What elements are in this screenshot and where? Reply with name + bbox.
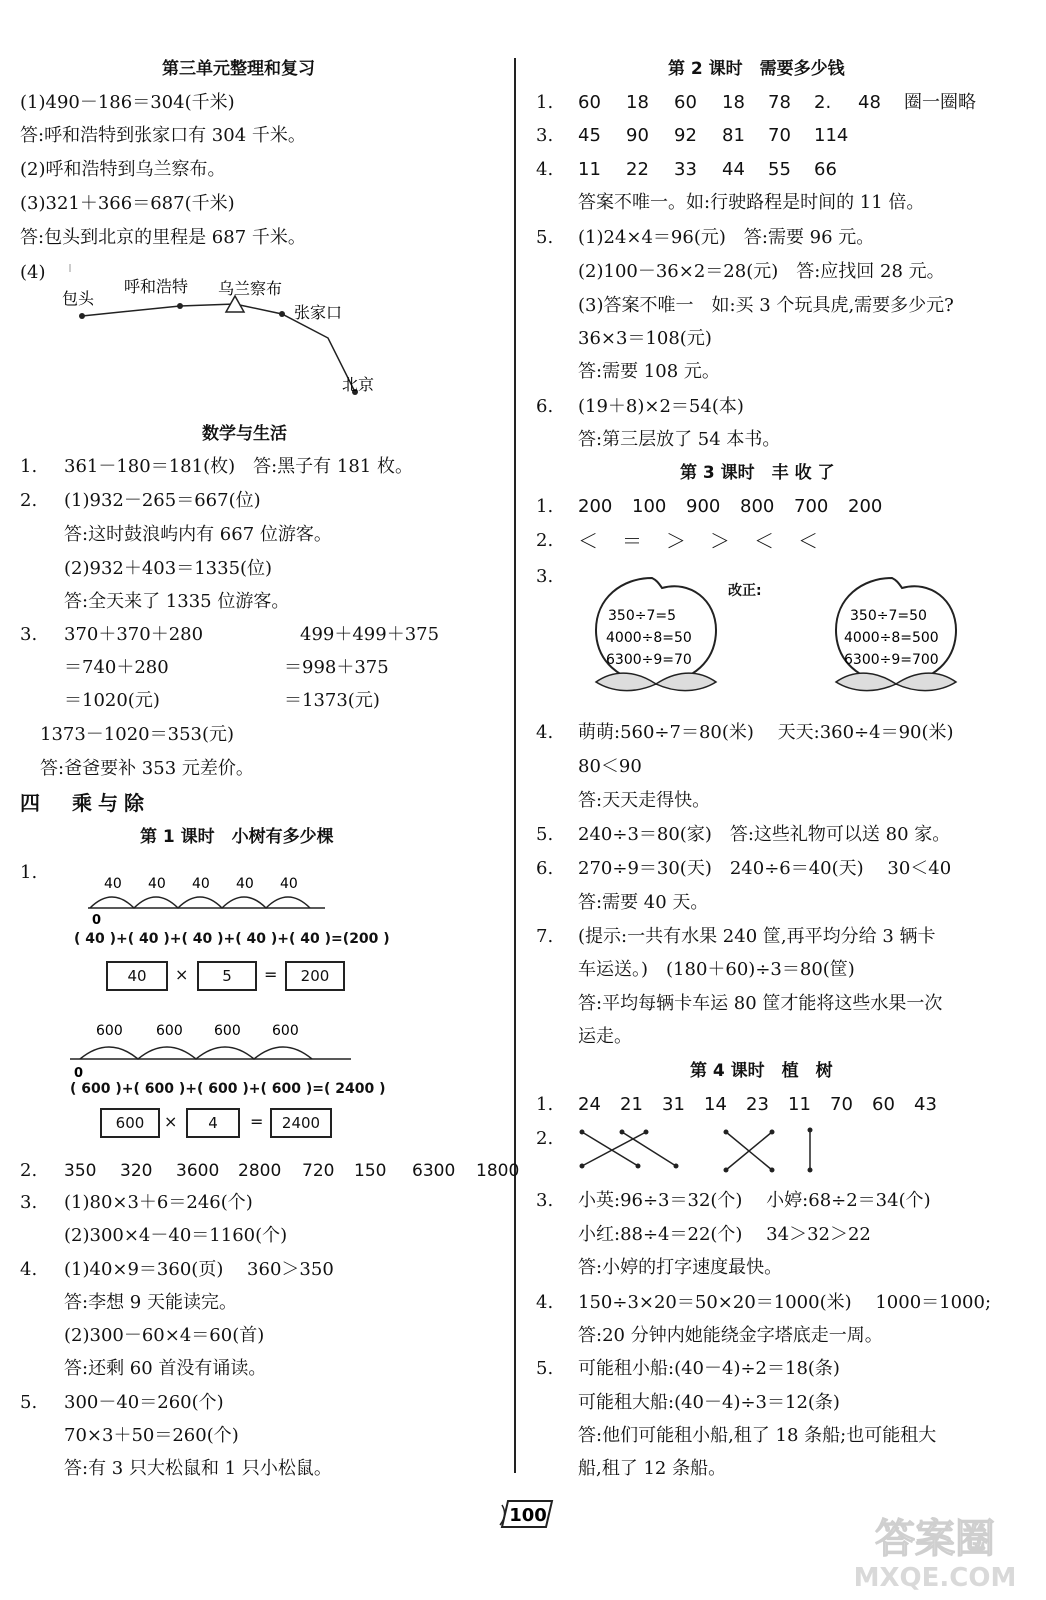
svg-text:40: 40 (236, 876, 254, 892)
svg-text:350÷7=50: 350÷7=50 (850, 608, 927, 624)
question-number: 1. (536, 496, 554, 517)
answer-line: (2)300－60×4＝60(首) (64, 1325, 265, 1346)
city-dot (79, 313, 85, 319)
answer-line: 答:20 分钟内她能绕金字塔底走一周。 (578, 1325, 883, 1346)
question-number: 1. (20, 862, 38, 883)
question-number: 4. (20, 1259, 38, 1280)
svg-text:600: 600 (272, 1023, 299, 1039)
answer-line: 答:需要 108 元。 (578, 361, 720, 382)
question-number: 4. (536, 159, 554, 180)
question-number: 2. (536, 530, 554, 551)
svg-text:6300÷9=700: 6300÷9=700 (844, 652, 939, 668)
question-number: 3. (536, 125, 554, 146)
place-label: 北京 (342, 375, 375, 394)
svg-text:40: 40 (104, 876, 122, 892)
svg-text:MXQE.COM: MXQE.COM (853, 1563, 1017, 1593)
svg-text:600: 600 (214, 1023, 241, 1039)
question-number: 3. (536, 566, 554, 587)
question-number: 2. (20, 490, 38, 511)
question-number: 3. (20, 1192, 38, 1213)
section-title-math-life: 数学与生活 (202, 424, 287, 444)
answer-box: 5 (197, 961, 257, 991)
answer-line: (3)答案不唯一 如:买 3 个玩具虎,需要多少元? (578, 295, 954, 316)
answer-values: ＜ ＝ ＞ ＞ ＜ ＜ (578, 529, 818, 553)
answer-box: 40 (106, 961, 168, 991)
lesson-title: 第 4 课时 植 树 (690, 1061, 833, 1081)
answer-line: 300－40＝260(个) (64, 1392, 224, 1413)
question-number: 4. (536, 722, 554, 743)
jump-sum-line: ( 40 )+( 40 )+( 40 )+( 40 )+( 40 )=(200 ) (74, 931, 390, 947)
answer-line: 150÷3×20＝50×20＝1000(米) 1000＝1000; (578, 1292, 992, 1313)
place-label: 乌兰察布 (218, 279, 283, 298)
calc-line: 370＋370＋280 (64, 624, 204, 645)
answer-line: (1)80×3＋6＝246(个) (64, 1192, 253, 1213)
city-dot (279, 311, 285, 317)
question-number: 5. (536, 824, 554, 845)
answer-box: 2400 (270, 1108, 332, 1138)
calc-line: ＝998＋375 (284, 657, 389, 678)
peach-corrected-illustration (822, 572, 972, 696)
svg-text:600: 600 (156, 1023, 183, 1039)
answer-box: 600 (100, 1108, 160, 1138)
answer-line: 答:小婷的打字速度最快。 (578, 1257, 783, 1278)
answer-line: 答:第三层放了 54 本书。 (578, 429, 781, 450)
page-number-badge (498, 1497, 554, 1529)
answer-line: (1)932－265＝667(位) (64, 490, 261, 511)
question-number: 2. (536, 1128, 554, 1149)
question-number: 1. (536, 92, 554, 113)
question-number: 3. (536, 1190, 554, 1211)
svg-text:40: 40 (280, 876, 298, 892)
answer-line: (提示:一共有水果 240 筐,再平均分给 3 辆卡 (578, 926, 936, 947)
place-label: 包头 (62, 289, 95, 308)
answer-line: 可能租大船:(40－4)÷3＝12(条) (578, 1392, 840, 1413)
times-sign: × (164, 1112, 178, 1131)
lesson-title: 第 2 课时 需要多少钱 (668, 59, 845, 79)
answer-line: 240÷3＝80(家) 答:这些礼物可以送 80 家。 (578, 824, 951, 845)
route-map-diagram (40, 262, 400, 402)
jump-sum-line: ( 600 )+( 600 )+( 600 )+( 600 )=( 2400 ) (70, 1081, 386, 1097)
answer-line: 小英:96÷3＝32(个) 小婷:68÷2＝34(个) (578, 1190, 931, 1211)
answer-line: 可能租小船:(40－4)÷2＝18(条) (578, 1358, 840, 1379)
question-number: 7. (536, 926, 554, 947)
answer-line: 小红:88÷4＝22(个) 34＞32＞22 (578, 1224, 871, 1245)
calc-line: ＝740＋280 (64, 657, 169, 678)
answer-line: 361－180＝181(枚) 答:黑子有 181 枚。 (64, 456, 413, 477)
answer-line: 答:呼和浩特到张家口有 304 千米。 (20, 125, 306, 146)
answer-line: 答:还剩 60 首没有诵读。 (64, 1358, 267, 1379)
answer-line: (2)932＋403＝1335(位) (64, 558, 273, 579)
section-title-unit3-review: 第三单元整理和复习 (162, 59, 315, 79)
correction-label: 改正: (728, 583, 762, 599)
answer-line: 答案不唯一。如:行驶路程是时间的 11 倍。 (578, 192, 925, 213)
city-dot (177, 303, 183, 309)
answer-line: 270÷9＝30(天) 240÷6＝40(天) 30＜40 (578, 858, 952, 879)
answer-line: 运走。 (578, 1026, 632, 1047)
answer-values: 11 22 33 44 55 66 (578, 159, 837, 180)
svg-text:40: 40 (148, 876, 166, 892)
lesson-title: 第 3 课时 丰 收 了 (680, 463, 835, 483)
svg-text:6300÷9=70: 6300÷9=70 (606, 652, 692, 668)
question-number: 2. (20, 1160, 38, 1181)
calc-line: ＝1020(元) (64, 690, 160, 711)
answer-line: 36×3＝108(元) (578, 328, 712, 349)
answer-line: 答:爸爸要补 353 元差价。 (40, 758, 254, 779)
answer-line: 船,租了 12 条船。 (578, 1458, 727, 1479)
unit-title: 四 乘与除 (20, 791, 150, 815)
question-number: 1. (536, 1094, 554, 1115)
answer-line: (2)呼和浩特到乌兰察布。 (20, 159, 226, 180)
answer-line: 答:这时鼓浪屿内有 667 位游客。 (64, 524, 332, 545)
map-label: (4) (20, 262, 46, 283)
question-number: 6. (536, 858, 554, 879)
tree-lines-diagram (576, 1124, 836, 1176)
answer-values: 24 21 31 14 23 11 70 60 43 (578, 1094, 937, 1115)
answer-values: 60 18 60 18 78 2. 48 圈一圈略 (578, 92, 976, 113)
place-label: 呼和浩特 (124, 277, 189, 296)
question-number: 5. (536, 227, 554, 248)
answer-line: (3)321＋366＝687(千米) (20, 193, 235, 214)
answer-line: 答:全天来了 1335 位游客。 (64, 591, 290, 612)
answer-line: (19＋8)×2＝54(本) (578, 396, 744, 417)
answer-line: 70×3＋50＝260(个) (64, 1425, 239, 1446)
answer-line: (1)490－186＝304(千米) (20, 92, 235, 113)
answer-line: 萌萌:560÷7＝80(米) 天天:360÷4＝90(米) (578, 722, 954, 743)
svg-text:0: 0 (92, 913, 102, 928)
calc-line: 499＋499＋375 (300, 624, 440, 645)
question-number: 5. (536, 1358, 554, 1379)
place-label: 张家口 (294, 303, 343, 322)
answer-line: 车运送。) (180＋60)÷3＝80(筐) (578, 959, 855, 980)
answer-line: 答:平均每辆卡车运 80 筐才能将这些水果一次 (578, 993, 943, 1014)
question-number: 1. (20, 456, 38, 477)
answer-line: 答:包头到北京的里程是 687 千米。 (20, 227, 306, 248)
answer-line: 答:天天走得快。 (578, 790, 711, 811)
answer-line: (1)24×4＝96(元) 答:需要 96 元。 (578, 227, 875, 248)
answer-values: 350 320 3600 2800 720 150 6300 1800 (64, 1161, 520, 1181)
svg-text:600: 600 (96, 1023, 123, 1039)
answer-line: (2)100－36×2＝28(元) 答:应找回 28 元。 (578, 261, 945, 282)
question-number: 4. (536, 1292, 554, 1313)
svg-text:40: 40 (192, 876, 210, 892)
svg-text:4000÷8=500: 4000÷8=500 (844, 630, 939, 646)
question-number: 3. (20, 624, 38, 645)
times-sign: × (175, 965, 189, 984)
jump-arcs (80, 1047, 312, 1059)
answer-line: 80＜90 (578, 756, 642, 777)
lesson-title: 第 1 课时 小树有多少棵 (140, 827, 334, 847)
peach-wrong-illustration (582, 572, 732, 696)
page-number: 100 (509, 1505, 547, 1526)
answer-line: 答:李想 9 天能读完。 (64, 1292, 237, 1313)
answer-line: 答:有 3 只大松鼠和 1 只小松鼠。 (64, 1458, 332, 1479)
answer-values: 200 100 900 800 700 200 (578, 496, 883, 517)
equals-sign: = (264, 965, 278, 984)
svg-text:350÷7=5: 350÷7=5 (608, 608, 676, 624)
answer-box: 4 (186, 1108, 240, 1138)
question-number: 5. (20, 1392, 38, 1413)
calc-line: ＝1373(元) (284, 690, 380, 711)
answer-line: 1373－1020＝353(元) (40, 724, 235, 745)
answer-line: 答:他们可能租小船,租了 18 条船;也可能租大 (578, 1425, 937, 1446)
answer-line: 答:需要 40 天。 (578, 892, 709, 913)
question-number: 6. (536, 396, 554, 417)
watermark-logo (840, 1504, 1030, 1594)
jump-arcs (90, 897, 310, 908)
answer-line: (2)300×4－40＝1160(个) (64, 1225, 288, 1246)
answer-box: 200 (285, 961, 345, 991)
answer-line: (1)40×9＝360(页) 360＞350 (64, 1259, 334, 1280)
svg-text:4000÷8=50: 4000÷8=50 (606, 630, 692, 646)
svg-text:答案圈: 答案圈 (875, 1516, 995, 1562)
equals-sign: = (250, 1112, 264, 1131)
column-divider (514, 58, 516, 1473)
svg-text:0: 0 (74, 1066, 84, 1081)
answer-values: 45 90 92 81 70 114 (578, 125, 849, 146)
